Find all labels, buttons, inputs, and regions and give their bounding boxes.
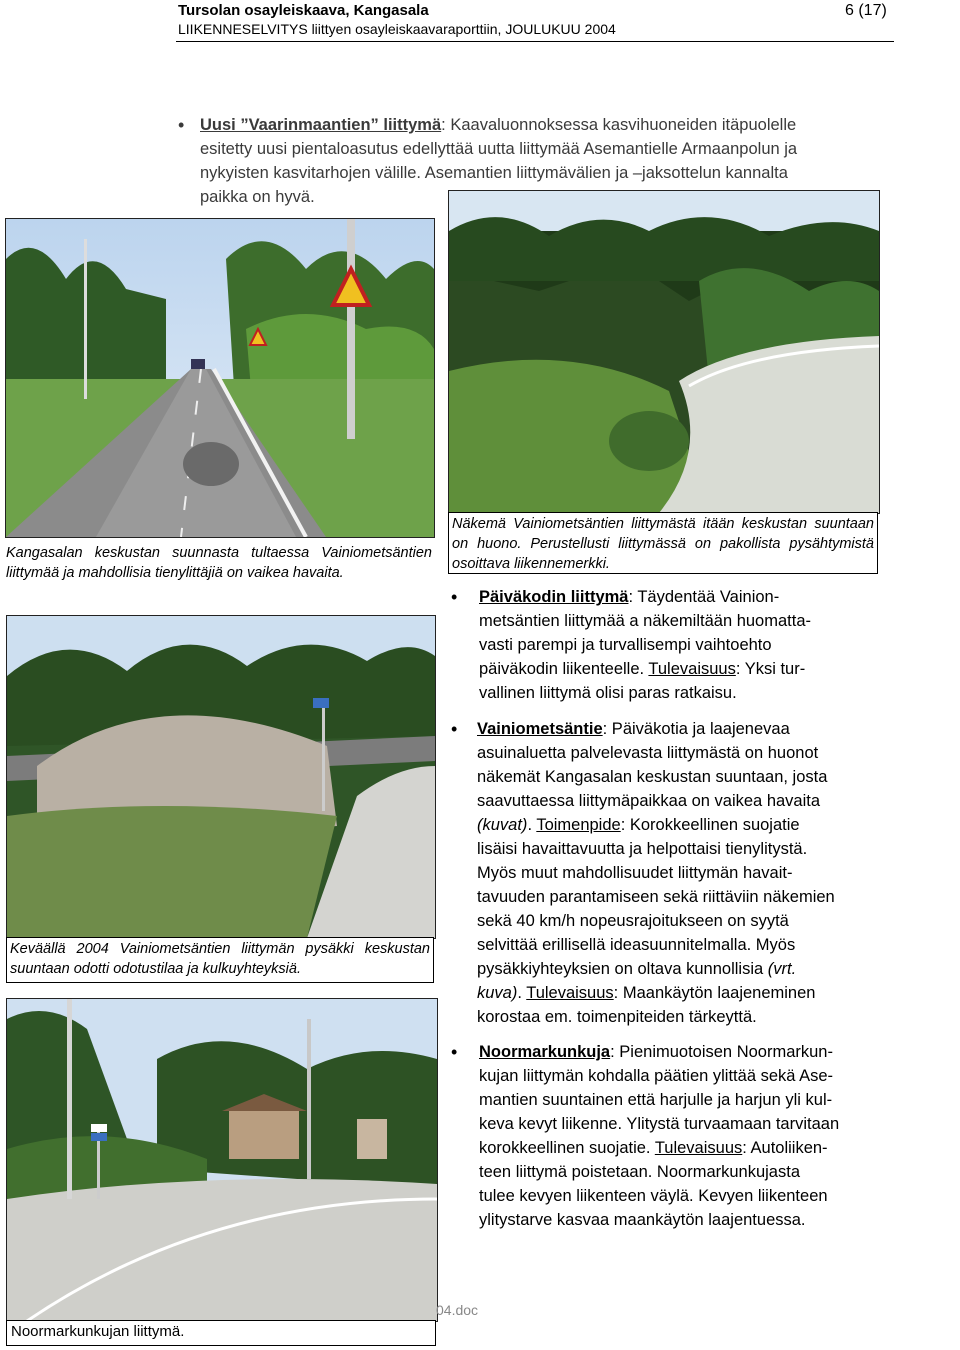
page-number: 6 (17) bbox=[845, 2, 887, 19]
bullet-dot: • bbox=[451, 587, 458, 607]
bullet-text: nykyisten kasvitarhojen välille. Asemantien liittymävälien ja –jaksottelun kannalta bbox=[200, 164, 788, 182]
bullet-vainiometsantie bbox=[451, 717, 897, 1029]
bullet-text: vasti parempi ja turvallisempi vaihtoehto bbox=[479, 636, 772, 654]
bullet-text: selvittää erillisellä ideasuunnitelmalla. Myös bbox=[477, 936, 796, 954]
caption-photo1: Kangasalan keskustan suunnasta tultaessa Vainiometsäntien liittymää ja mahdollisia tienylittäjiä on vaikea havaita. bbox=[6, 545, 432, 581]
bullet-text: näkemät Kangasalan keskustan suuntaan, josta bbox=[477, 768, 828, 786]
bullet-text: vallinen liittymä olisi paras ratkaisu. bbox=[479, 684, 737, 702]
bullet-text: esitetty uusi pientaloasutus edellyttää uutta liittymää Asemantielle Armaanpolun ja bbox=[200, 140, 798, 158]
bullet-text: pysäkkiyhteyksien on oltava kunnollisia bbox=[477, 960, 768, 978]
bullet-paivakoti bbox=[451, 585, 889, 705]
bullet-text: : Korokkeellinen suojatie bbox=[620, 816, 800, 834]
bullet-text: asuinaluetta palvelevasta liittymästä on huonot bbox=[477, 744, 819, 762]
photo-road-curve-view bbox=[448, 190, 880, 514]
bullet-text: lisäisi havaittavuutta ja helpottaisi tienylitystä. bbox=[477, 840, 808, 858]
bullet-text: metsäntien liittymää a näkemiltään huomatta- bbox=[479, 612, 811, 630]
bullet-text: tulee kevyen liikenteen väylä. Kevyen liikenteen bbox=[479, 1187, 828, 1205]
bullet-text: : Maankäytön laajeneminen bbox=[613, 984, 816, 1002]
bullet-dot: • bbox=[451, 719, 458, 739]
bullet-text: (kuvat) bbox=[477, 816, 528, 834]
photo-bus-stop-area bbox=[6, 615, 436, 939]
bullet-text: saavuttaessa liittymäpaikkaa on vaikea havaita bbox=[477, 792, 821, 810]
bullet-text: ylitystarve kasvaa maankäytön laajentuessa. bbox=[479, 1211, 806, 1229]
bullet-text: paikka on hyvä. bbox=[200, 188, 315, 206]
bullet-text: teen liittymä poistetaan. Noormarkunkujasta bbox=[479, 1163, 800, 1181]
measure-label: Toimenpide bbox=[536, 816, 621, 834]
bullet-noormarkunkuja bbox=[451, 1040, 899, 1232]
bullet-dot: • bbox=[451, 1042, 458, 1062]
caption-photo3: Keväällä 2004 Vainiometsäntien liittymän pysäkki keskustan suuntaan odotti odotustilaa ja kulkuyhteyksiä. bbox=[6, 937, 434, 983]
bullet-text: korokkeellinen suojatie. bbox=[479, 1139, 655, 1157]
bullet-text: : Täydentää Vainion- bbox=[628, 588, 780, 606]
footer-filename-fragment: 04.doc bbox=[436, 1302, 479, 1318]
photo-noormarkunkuja-junction bbox=[6, 998, 438, 1322]
bullet-heading: Päiväkodin liittymä bbox=[479, 588, 629, 606]
bullet-text: sekä 40 km/h nopeusrajoitukseen on syytä bbox=[477, 912, 789, 930]
bullet-text: kujan liittymän kohdalla päätien ylittää sekä Ase- bbox=[479, 1067, 834, 1085]
bullet-text: korostaa em. toimenpiteiden tärkeyttä. bbox=[477, 1008, 757, 1026]
bullet-text: Myös muut mahdollisuudet liittymän havait- bbox=[477, 864, 793, 882]
bullet-text: : Autoliiken- bbox=[742, 1139, 828, 1157]
bullet-heading: Vainiometsäntie bbox=[477, 720, 603, 738]
bullet-text: . bbox=[527, 816, 537, 834]
bullet-text: kuva) bbox=[477, 984, 518, 1002]
document-title: Tursolan osayleiskaava, Kangasala bbox=[178, 2, 429, 19]
bullet-text: : Pienimuotoisen Noormarkun- bbox=[610, 1043, 833, 1061]
future-label: Tulevaisuus bbox=[526, 984, 614, 1002]
photo-road-warning-signs bbox=[5, 218, 435, 538]
bullet-text: keva kevyt liikenne. Ylitystä turvaamaan tarvitaan bbox=[479, 1115, 840, 1133]
bullet-text: : Päiväkotia ja laajenevaa bbox=[602, 720, 790, 738]
document-subtitle: LIIKENNESELVITYS liittyen osayleiskaavaraporttiin, JOULUKUU 2004 bbox=[178, 21, 616, 37]
bullet-text: : Yksi tur- bbox=[735, 660, 806, 678]
caption-photo4: Noormarkunkujan liittymä. bbox=[6, 1320, 436, 1346]
bullet-heading: Noormarkunkuja bbox=[479, 1043, 611, 1061]
future-label: Tulevaisuus bbox=[654, 1139, 743, 1157]
bullet-text: mantien suuntainen että harjulle ja harjun yli kul- bbox=[479, 1091, 833, 1109]
header-divider bbox=[176, 41, 894, 42]
bullet-heading: Uusi ”Vaarinmaantien” liittymä bbox=[200, 116, 442, 134]
bullet-text: tavuuden parantamiseen sekä riittäviin näkemien bbox=[477, 888, 835, 906]
future-label: Tulevaisuus bbox=[648, 660, 736, 678]
bullet-text: : Kaavaluonnoksessa kasvihuoneiden itäpuolelle bbox=[441, 116, 797, 134]
caption-photo2: Näkemä Vainiometsäntien liittymästä itään keskustan suuntaan on huono. Perustellusti liittymässä on pakollista pysähtymistä osoittava liikennemerkki. bbox=[448, 512, 878, 574]
bullet-dot: • bbox=[178, 115, 185, 135]
bullet-text: päiväkodin liikenteelle. bbox=[479, 660, 649, 678]
bullet-text: . bbox=[517, 984, 527, 1002]
bullet-text: (vrt. bbox=[767, 960, 797, 978]
